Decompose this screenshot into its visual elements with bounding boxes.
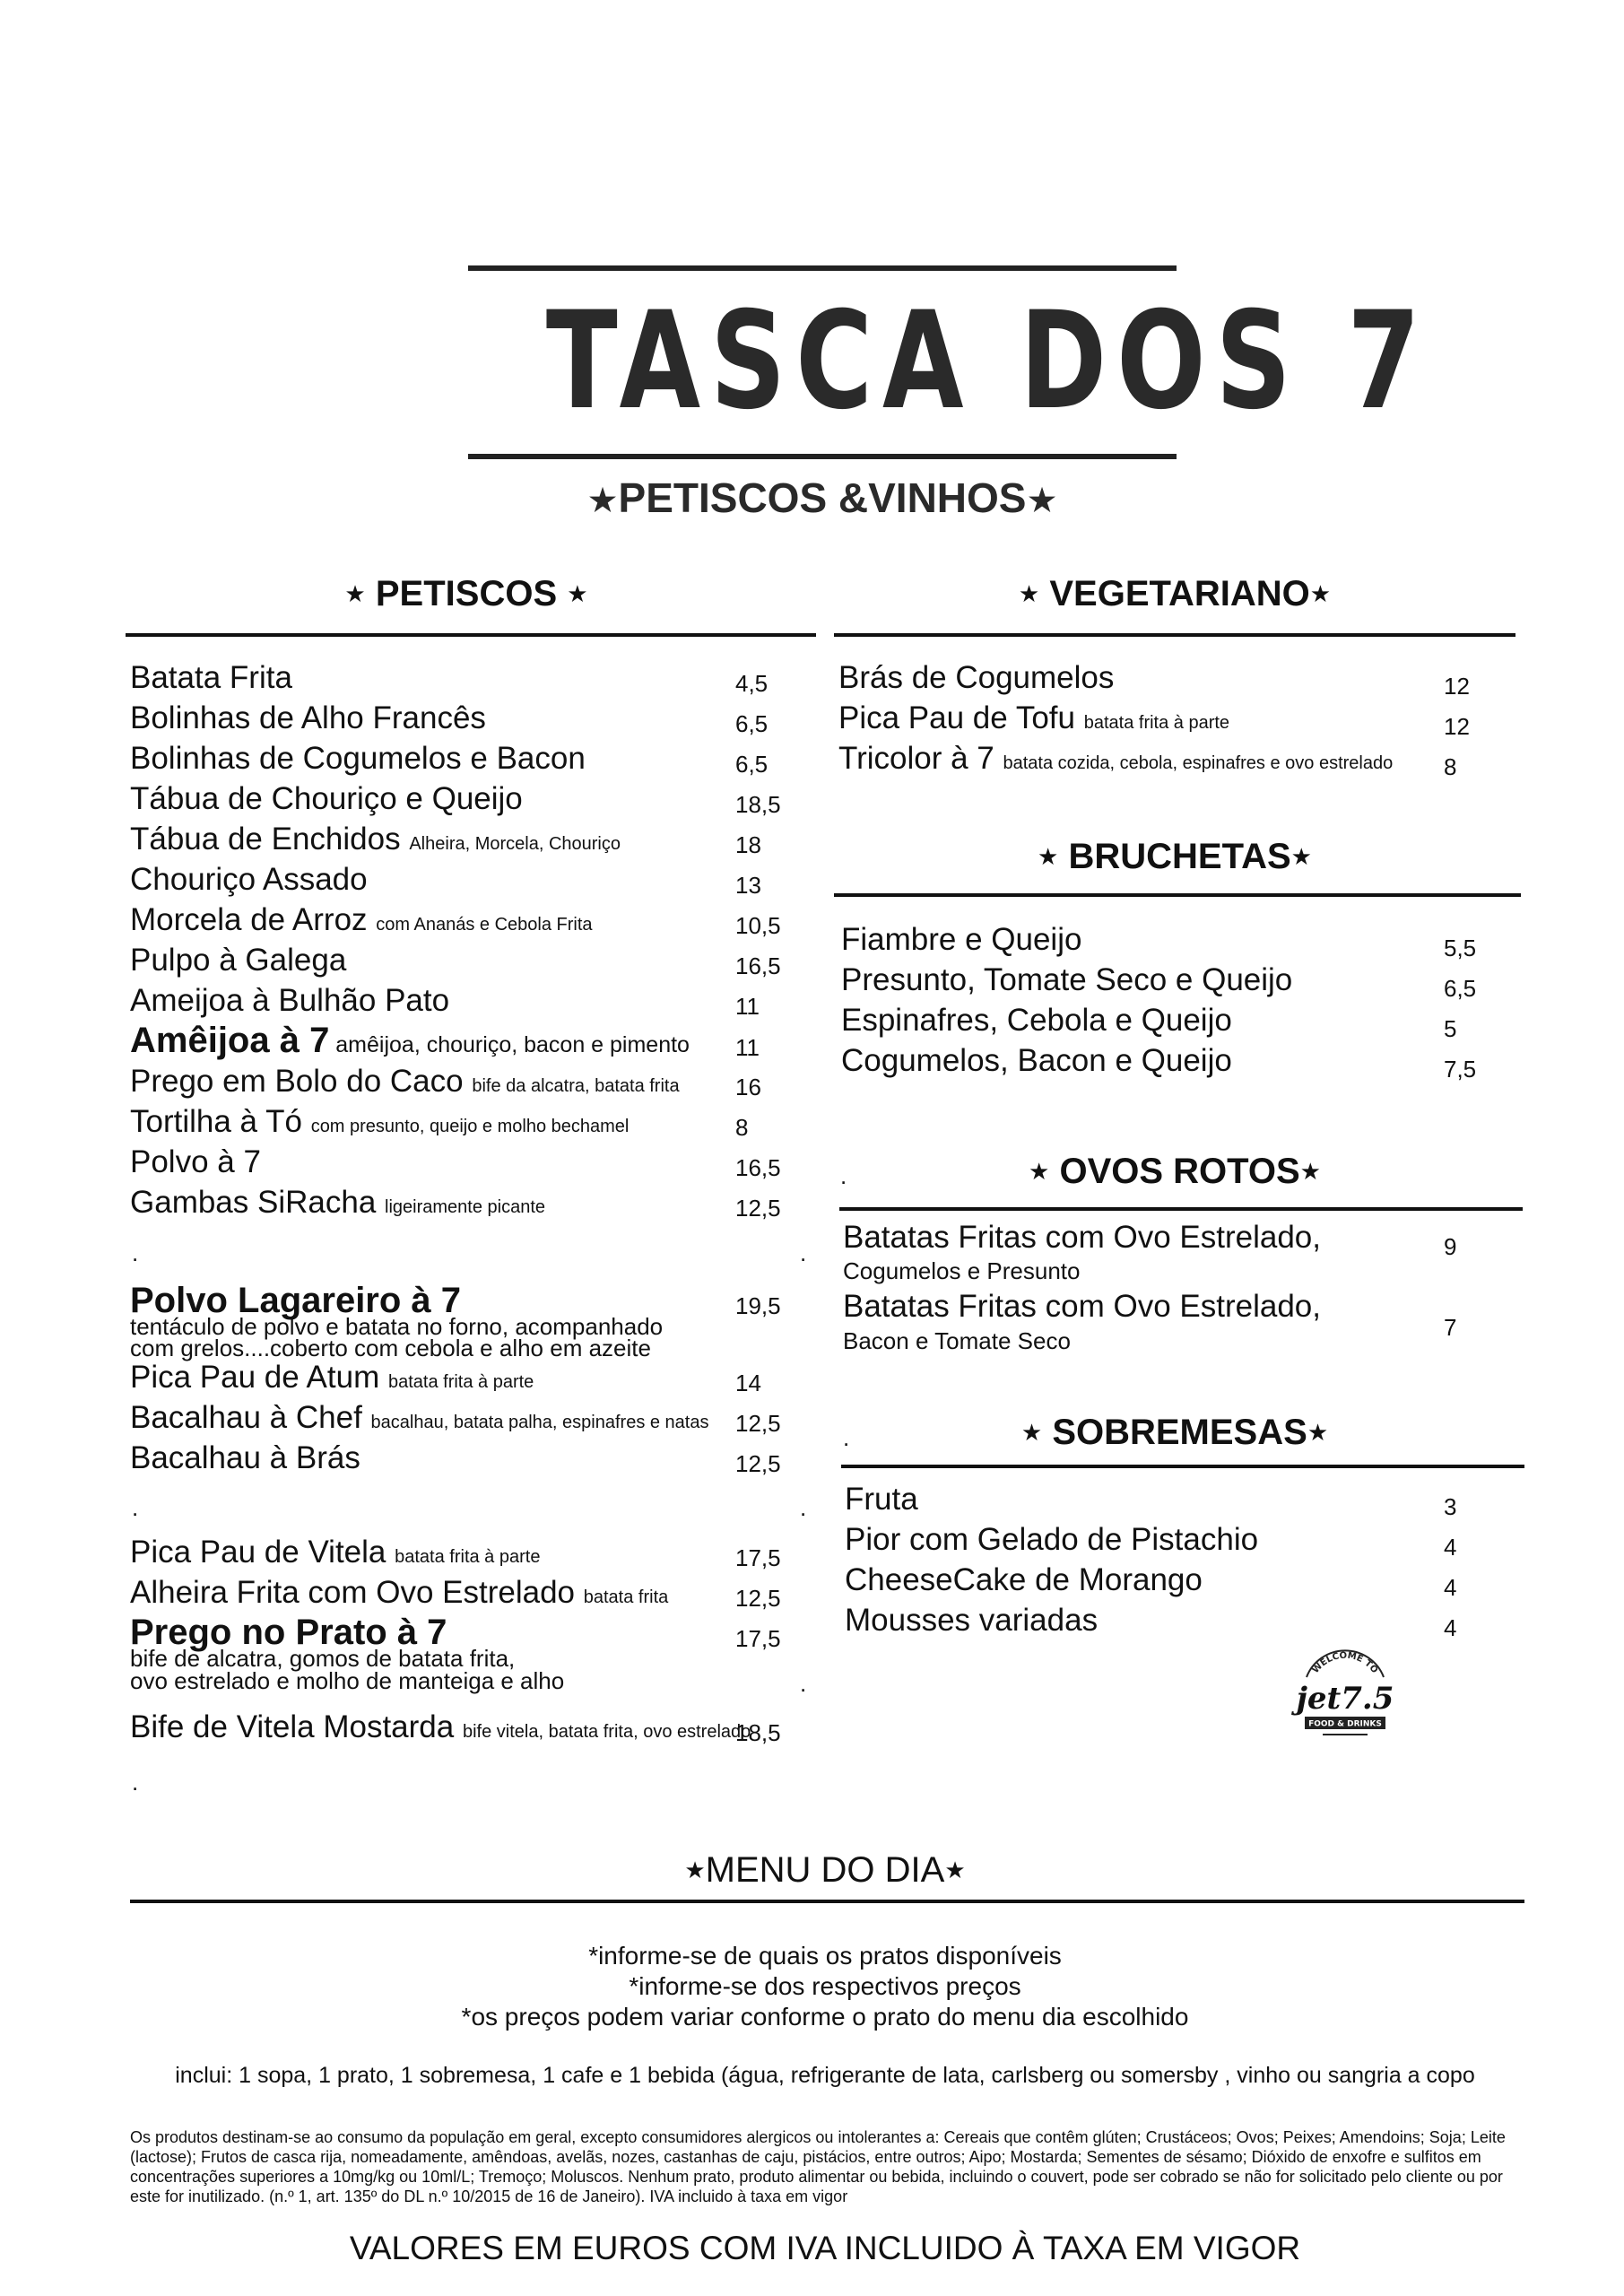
star-icon: ★	[1029, 1158, 1050, 1185]
logo-bottom-text: FOOD & DRINKS	[1308, 1719, 1382, 1729]
item-price: 13	[735, 872, 761, 899]
menu-item: Espinafres, Cebola e Queijo	[841, 1003, 1232, 1038]
menu-item: Gambas SiRacha ligeiramente picante	[130, 1185, 546, 1220]
menu-item: Bife de Vitela Mostarda bife vitela, batata frita, ovo estrelado	[130, 1709, 751, 1744]
star-icon: ★	[1309, 580, 1332, 607]
menu-item: Morcela de Arroz com Ananás e Cebola Frita	[130, 902, 593, 937]
item-price: 18,5	[735, 791, 781, 818]
spacer-dot: .	[800, 1494, 807, 1521]
star-icon: ★	[1290, 843, 1312, 870]
menu-item: Brás de Cogumelos	[838, 660, 1115, 695]
menu-item-featured: Amêijoa à 7 amêijoa, chouriço, bacon e pimento	[130, 1021, 690, 1060]
menu-do-dia-rule	[130, 1900, 1524, 1903]
star-icon: ★	[1307, 1419, 1329, 1446]
menu-item: Presunto, Tomate Seco e Queijo	[841, 962, 1293, 997]
menu-item: Mousses variadas	[845, 1603, 1099, 1638]
item-price: 19,5	[735, 1292, 781, 1319]
item-description: Cogumelos e Presunto	[843, 1257, 1081, 1284]
menu-item: Bacalhau à Brás	[130, 1440, 360, 1475]
petiscos-heading: ★ PETISCOS ★	[344, 574, 588, 613]
menu-item: Pior com Gelado de Pistachio	[845, 1522, 1259, 1557]
item-price: 8	[735, 1114, 749, 1141]
menu-note: *informe-se dos respectivos preços	[629, 1972, 1021, 2000]
item-price: 16,5	[735, 952, 781, 979]
item-price: 7	[1444, 1314, 1457, 1341]
brand-rule-bottom	[468, 454, 1177, 459]
item-price: 10,5	[735, 912, 781, 939]
item-price: 4	[1444, 1614, 1457, 1641]
menu-item: Pica Pau de Tofu batata frita à parte	[838, 700, 1230, 735]
menu-item: Fruta	[845, 1482, 918, 1517]
item-price: 5	[1444, 1015, 1457, 1042]
item-price: 8	[1444, 753, 1457, 780]
menu-item: Pulpo à Galega	[130, 943, 347, 978]
star-icon: ★	[1299, 1158, 1321, 1185]
menu-item: Pica Pau de Atum batata frita à parte	[130, 1360, 534, 1395]
item-price: 7,5	[1444, 1056, 1477, 1083]
star-icon: ★	[1020, 1419, 1043, 1446]
menu-item: Polvo à 7	[130, 1144, 261, 1179]
item-price: 17,5	[735, 1625, 781, 1652]
star-icon: ★	[684, 1857, 706, 1883]
ovos-rotos-rule	[839, 1207, 1523, 1211]
menu-note: *os preços podem variar conforme o prato do menu dia escolhido	[461, 2003, 1189, 2031]
item-price: 16,5	[735, 1154, 781, 1181]
menu-item: Tricolor à 7 batata cozida, cebola, espinafres e ovo estrelado	[838, 741, 1394, 776]
jet75-logo	[1287, 1641, 1403, 1749]
item-price: 12	[1444, 673, 1470, 700]
item-price: 4	[1444, 1534, 1457, 1561]
vegetariano-heading: ★ VEGETARIANO★	[1018, 574, 1332, 613]
sobremesas-rule	[841, 1465, 1524, 1468]
item-price: 6,5	[735, 710, 769, 737]
menu-item: Cogumelos, Bacon e Queijo	[841, 1043, 1232, 1078]
star-icon: ★	[586, 482, 619, 520]
item-price: 12,5	[735, 1195, 781, 1222]
footer-note: VALORES EM EUROS COM IVA INCLUIDO À TAXA EM VIGOR	[349, 2230, 1301, 2266]
star-icon: ★	[1038, 843, 1059, 870]
star-icon: ★	[1018, 580, 1040, 607]
item-price: 6,5	[735, 751, 769, 778]
item-price: 11	[735, 993, 760, 1020]
sobremesas-heading: ★ SOBREMESAS★	[1020, 1413, 1329, 1452]
menu-item: Batata Frita	[130, 660, 292, 695]
menu-inclui: inclui: 1 sopa, 1 prato, 1 sobremesa, 1 cafe e 1 bebida (água, refrigerante de lata, carlsberg ou somersby , vinho ou sangria a copo	[175, 2063, 1475, 2088]
item-price: 9	[1444, 1233, 1457, 1260]
star-icon: ★	[944, 1857, 966, 1883]
menu-item: Alheira Frita com Ovo Estrelado batata frita	[130, 1575, 669, 1610]
item-description: bife de alcatra, gomos de batata frita,	[130, 1645, 516, 1672]
bruchetas-rule	[834, 893, 1521, 897]
item-price: 3	[1444, 1493, 1457, 1520]
menu-item: Bolinhas de Alho Francês	[130, 700, 486, 735]
menu-item: Tortilha à Tó com presunto, queijo e molho bechamel	[130, 1104, 630, 1139]
ovos-rotos-heading: ★ OVOS ROTOS★	[1029, 1152, 1321, 1191]
item-price: 6,5	[1444, 975, 1477, 1002]
svg-text:WELCOME TO	[1311, 1651, 1380, 1675]
menu-do-dia-heading: ★MENU DO DIA★	[684, 1850, 966, 1890]
spacer-dot: .	[132, 1239, 139, 1266]
spacer-dot: .	[800, 1670, 807, 1697]
item-description: Bacon e Tomate Seco	[843, 1327, 1071, 1354]
item-price: 5,5	[1444, 935, 1477, 961]
menu-item: Pica Pau de Vitela batata frita à parte	[130, 1535, 541, 1570]
menu-item: CheeseCake de Morango	[845, 1562, 1203, 1597]
item-price: 14	[735, 1370, 761, 1396]
star-icon: ★	[567, 580, 588, 607]
bruchetas-heading: ★ BRUCHETAS★	[1038, 837, 1312, 876]
menu-note: *informe-se de quais os pratos disponíveis	[588, 1942, 1062, 1970]
item-price: 17,5	[735, 1544, 781, 1571]
spacer-dot: .	[843, 1424, 850, 1451]
menu-item: Bacalhau à Chef bacalhau, batata palha, espinafres e natas	[130, 1400, 709, 1435]
item-description: tentáculo de polvo e batata no forno, acompanhado	[130, 1313, 664, 1340]
spacer-dot: .	[840, 1162, 847, 1189]
menu-item-featured: Polvo Lagareiro à 7	[130, 1281, 462, 1320]
spacer-dot: .	[132, 1769, 139, 1796]
logo-top-text: WELCOME TO	[1310, 1650, 1380, 1676]
menu-item: Tábua de Chouriço e Queijo	[130, 781, 523, 816]
menu-item-featured: Prego no Prato à 7	[130, 1613, 447, 1652]
petiscos-rule	[126, 633, 816, 637]
item-description: ovo estrelado e molho de manteiga e alho	[130, 1667, 565, 1694]
star-icon: ★	[1026, 482, 1058, 520]
item-price: 11	[735, 1034, 760, 1061]
menu-item: Chouriço Assado	[130, 862, 368, 897]
vegetariano-rule	[834, 633, 1515, 637]
item-price: 12	[1444, 713, 1470, 740]
item-price: 4	[1444, 1574, 1457, 1601]
star-icon: ★	[344, 580, 366, 607]
menu-item: Prego em Bolo do Caco bife da alcatra, batata frita	[130, 1064, 680, 1099]
menu-item: Ameijoa à Bulhão Pato	[130, 983, 450, 1018]
menu-item: Batatas Fritas com Ovo Estrelado,	[843, 1220, 1321, 1255]
item-price: 12,5	[735, 1410, 781, 1437]
logo-main-text: jet7.5	[1296, 1681, 1394, 1717]
item-price: 4,5	[735, 670, 769, 697]
legal-notice: Os produtos destinam-se ao consumo da população em geral, excepto consumidores alergicos ou intolerantes a: Cereais que contêm glúten; Crustáceos; Ovos; Peixes; Amendoins; Soja; Leite (lactose); Frutos de casca rija, nomeadamente, amêndoas, avelãs, nozes, castanhas de caju, pistácios, entre outros; Aipo; Mostarda; Sementes de sésamo; Dióxido de enxofre e sulfitos em concentrações superiores a 10mg/kg ou 10ml/L; Tremoço; Moluscos. Nenhum prato, produto alimentar ou bebida, incluindo o couvert, pode ser cobrado se não for solicitado pelo cliente ou por este for inutilizado. (n.º 1, art. 135º do DL n.º 10/2015 de 16 de Janeiro). IVA incluido à taxa em vigor	[130, 2128, 1506, 2205]
brand-title: TASCA DOS 7	[545, 283, 1430, 439]
tagline: ★PETISCOS &VINHOS★	[586, 474, 1058, 521]
menu-item: Tábua de Enchidos Alheira, Morcela, Chouriço	[130, 822, 621, 857]
item-description: com grelos....coberto com cebola e alho em azeite	[130, 1335, 651, 1361]
item-price: 12,5	[735, 1585, 781, 1612]
spacer-dot: .	[800, 1239, 807, 1266]
item-price: 18	[735, 831, 761, 858]
item-price: 12,5	[735, 1450, 781, 1477]
item-price: 16	[735, 1074, 761, 1100]
item-price: 18,5	[735, 1719, 781, 1746]
spacer-dot: .	[132, 1494, 139, 1521]
menu-item: Batatas Fritas com Ovo Estrelado,	[843, 1289, 1321, 1324]
menu-item: Fiambre e Queijo	[841, 922, 1082, 957]
menu-item: Bolinhas de Cogumelos e Bacon	[130, 741, 586, 776]
